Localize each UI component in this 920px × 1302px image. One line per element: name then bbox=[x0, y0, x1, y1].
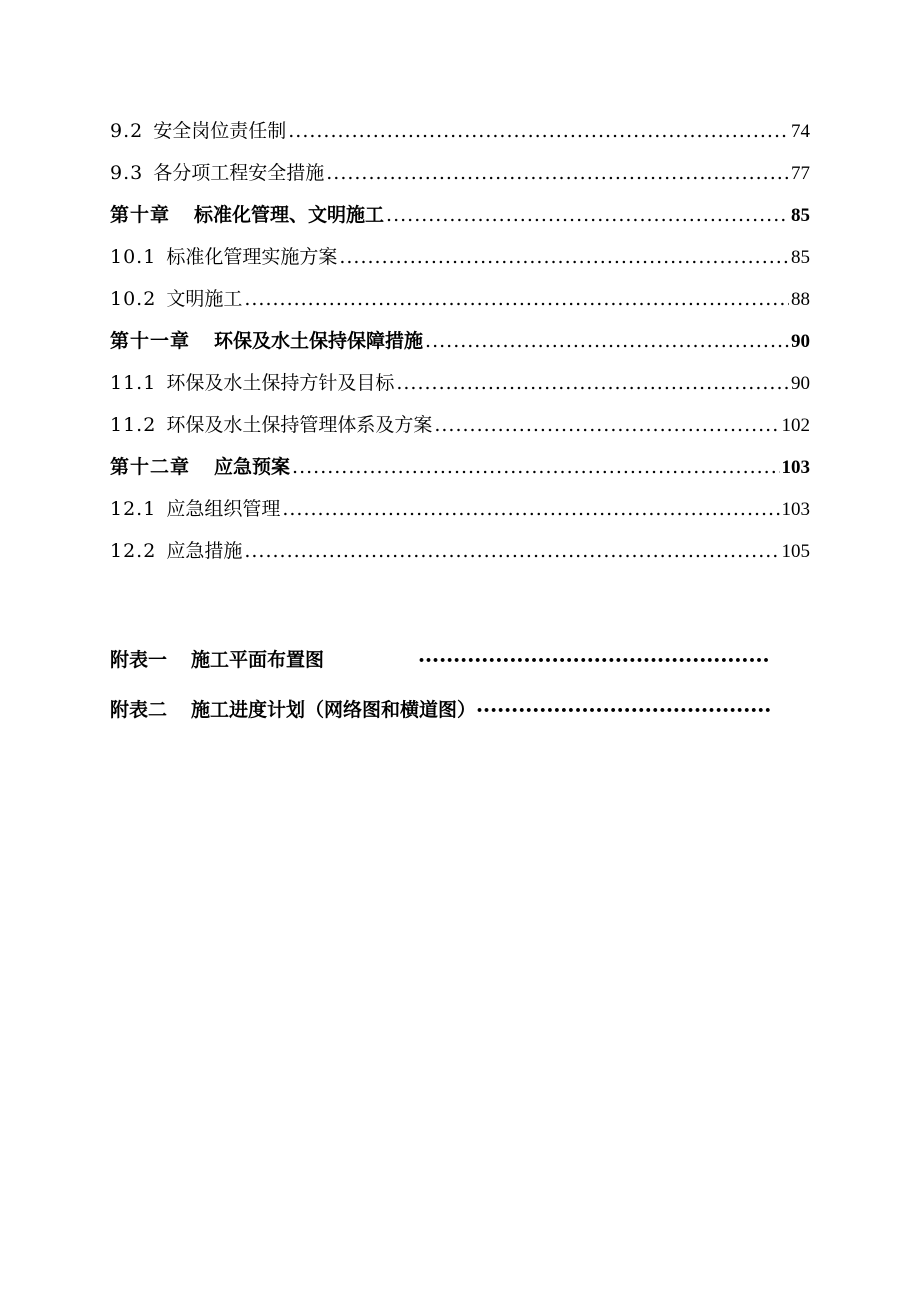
toc-leader bbox=[282, 488, 779, 530]
toc-chapter-entry[interactable] bbox=[110, 194, 810, 236]
appendix-list bbox=[110, 635, 770, 735]
toc-entry[interactable] bbox=[110, 404, 810, 446]
toc-chapter-title: 标准化管理、文明施工 bbox=[194, 204, 385, 226]
toc-chapter-number: 第十二章 bbox=[110, 456, 191, 478]
toc-entry-page: 90 bbox=[791, 373, 810, 394]
toc-leader bbox=[292, 446, 779, 488]
toc-entry[interactable] bbox=[110, 236, 810, 278]
toc-leader bbox=[386, 194, 789, 236]
toc-entry-page: 103 bbox=[781, 499, 810, 520]
toc-entry[interactable] bbox=[110, 488, 810, 530]
toc-leader bbox=[244, 278, 789, 320]
appendix-entry[interactable] bbox=[110, 635, 770, 685]
toc-entry-title: 环保及水土保持方针及目标 bbox=[166, 372, 395, 394]
table-of-contents bbox=[110, 110, 810, 572]
toc-entry-title: 环保及水土保持管理体系及方案 bbox=[166, 414, 433, 436]
toc-chapter-entry[interactable] bbox=[110, 446, 810, 488]
toc-entry-page: 102 bbox=[781, 415, 810, 436]
toc-entry-page: 74 bbox=[791, 121, 810, 142]
toc-chapter-entry[interactable] bbox=[110, 320, 810, 362]
toc-entry-number: 9.2 bbox=[110, 120, 144, 142]
toc-entry[interactable] bbox=[110, 152, 810, 194]
appendix-leader bbox=[476, 685, 770, 736]
toc-entry-page: 85 bbox=[791, 205, 810, 226]
toc-leader bbox=[288, 110, 789, 152]
toc-entry[interactable] bbox=[110, 278, 810, 320]
toc-entry-number: 11.2 bbox=[110, 414, 157, 436]
toc-entry-number: 11.1 bbox=[110, 372, 157, 394]
toc-entry-page: 90 bbox=[791, 331, 810, 352]
toc-entry-page: 88 bbox=[791, 289, 810, 310]
toc-chapter-number: 第十章 bbox=[110, 204, 171, 226]
toc-leader bbox=[339, 236, 789, 278]
toc-chapter-title: 应急预案 bbox=[214, 456, 291, 478]
appendix-title: 施工平面布置图 bbox=[191, 649, 325, 671]
appendix-label: 附表二 bbox=[110, 699, 168, 721]
toc-entry-title: 文明施工 bbox=[166, 288, 243, 310]
toc-entry-page: 85 bbox=[791, 247, 810, 268]
toc-leader bbox=[434, 404, 779, 446]
toc-entry-title: 安全岗位责任制 bbox=[153, 120, 287, 142]
toc-entry-page: 77 bbox=[791, 163, 810, 184]
toc-entry-title: 标准化管理实施方案 bbox=[166, 246, 338, 268]
toc-entry-number: 10.1 bbox=[110, 246, 157, 268]
toc-entry-title: 应急措施 bbox=[166, 540, 243, 562]
toc-entry-number: 12.1 bbox=[110, 498, 157, 520]
toc-entry[interactable] bbox=[110, 110, 810, 152]
toc-leader bbox=[396, 362, 789, 404]
appendix-leader bbox=[418, 635, 770, 686]
toc-entry-title: 应急组织管理 bbox=[166, 498, 281, 520]
toc-leader bbox=[425, 320, 789, 362]
toc-entry-number: 9.3 bbox=[110, 162, 144, 184]
appendix-entry[interactable] bbox=[110, 685, 770, 735]
appendix-title: 施工进度计划（网络图和横道图） bbox=[191, 699, 477, 721]
toc-leader bbox=[244, 530, 779, 572]
appendix-label: 附表一 bbox=[110, 649, 168, 671]
toc-leader bbox=[326, 152, 789, 194]
toc-entry-number: 10.2 bbox=[110, 288, 157, 310]
toc-entry-page: 103 bbox=[781, 457, 810, 478]
toc-entry-page: 105 bbox=[781, 541, 810, 562]
toc-entry[interactable] bbox=[110, 530, 810, 572]
toc-chapter-title: 环保及水土保持保障措施 bbox=[214, 330, 424, 352]
toc-entry-title: 各分项工程安全措施 bbox=[153, 162, 325, 184]
toc-entry[interactable] bbox=[110, 362, 810, 404]
toc-entry-number: 12.2 bbox=[110, 540, 157, 562]
toc-chapter-number: 第十一章 bbox=[110, 330, 191, 352]
